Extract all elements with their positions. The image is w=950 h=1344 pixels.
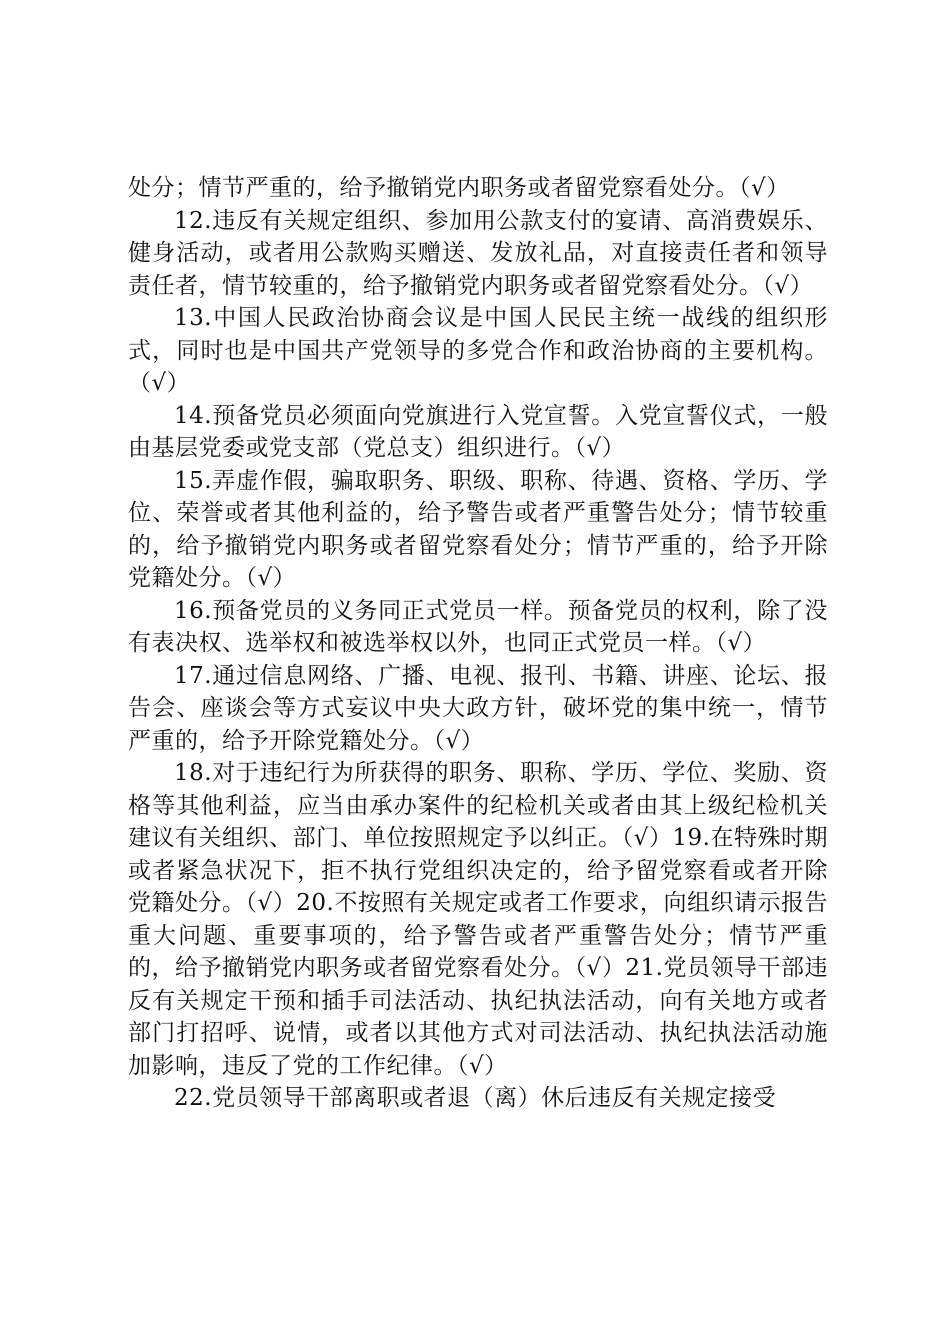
paragraph-15: 15.弄虚作假，骗取职务、职级、职称、待遇、资格、学历、学位、荣誉或者其他利益的，给予警告或者严重警告处分；情节较重的，给予撤销党内职务或者留党察看处分；情节严重的，给予开除党籍处分。（√） bbox=[128, 467, 828, 591]
paragraph-17: 17.通过信息网络、广播、电视、报刊、书籍、讲座、论坛、报告会、座谈会等方式妄议中央大政方针，破坏党的集中统一，情节严重的，给予开除党籍处分。（√） bbox=[128, 662, 828, 754]
paragraph-13: 13.中国人民政治协商会议是中国人民民主统一战线的组织形式，同时也是中国共产党领导的多党合作和政治协商的主要机构。（√） bbox=[128, 305, 828, 396]
paragraph-12: 12.违反有关规定组织、参加用公款支付的宴请、高消费娱乐、健身活动，或者用公款购买赠送、发放礼品，对直接责任者和领导责任者，情节较重的，给予撤销党内职务或者留党察看处分。（√） bbox=[128, 207, 828, 299]
paragraph-22-head: 22.党员领导干部离职或者退（离）休后违反有关规定接受 bbox=[174, 1085, 777, 1111]
paragraph-16: 16.预备党员的义务同正式党员一样。预备党员的权利，除了没有表决权、选举权和被选举权以外，也同正式党员一样。（√） bbox=[128, 597, 828, 656]
paragraph-11-tail: 处分；情节严重的，给予撤销党内职务或者留党察看处分。（√） bbox=[128, 175, 790, 201]
paragraph-14: 14.预备党员必须面向党旗进行入党宣誓。入党宣誓仪式，一般由基层党委或党支部（党总支）组织进行。（√） bbox=[128, 402, 828, 461]
document-body bbox=[128, 172, 828, 1115]
paragraph-18-21: 18.对于违纪行为所获得的职务、职称、学历、学位、奖励、资格等其他利益，应当由承办案件的纪检机关或者由其上级纪检机关建议有关组织、部门、单位按照规定予以纠正。（√）19.在特殊时期或者紧急状况下，拒不执行党组织决定的，给予留党察看或者开除党籍处分。（√）20.不按照有关规定或者工作要求，向组织请示报告重大问题、重要事项的，给予警告或者严重警告处分；情节严重的，给予撤销党内职务或者留党察看处分。（√）21.党员领导干部违反有关规定干预和插手司法活动、执纪执法活动，向有关地方或者部门打招呼、说情，或者以其他方式对司法活动、执纪执法活动施加影响，违反了党的工作纪律。（√） bbox=[128, 760, 828, 1079]
